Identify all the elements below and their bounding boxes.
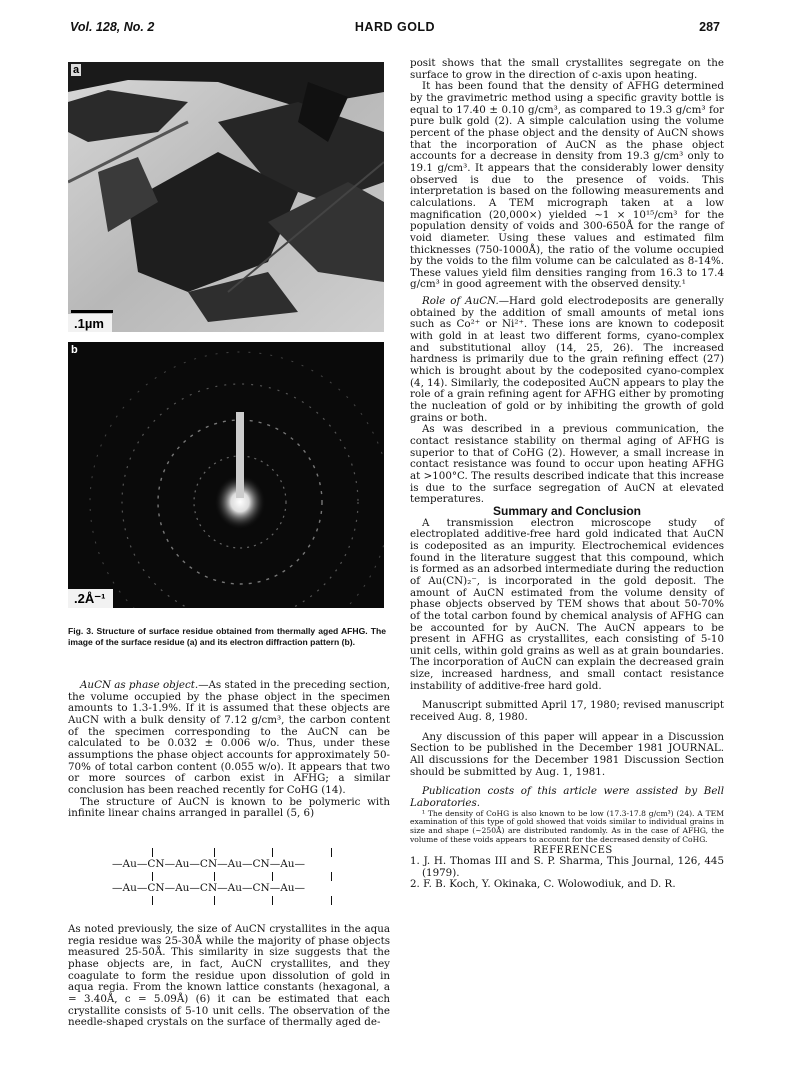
panel-label-b: b [71, 344, 78, 356]
figure-caption: Fig. 3. Structure of surface residue obtained from thermally aged AFHG. The image of the surface residue (a) and its electron diffraction pattern (b). [68, 626, 386, 647]
micrograph-image [68, 62, 384, 332]
paragraph-density: It has been found that the density of AFHG determined by the gravimetric method using a specific gravity bottle is equal to 17.40 ± 0.10 g/cm³, as compared to 19.3 g/cm³ for pure bulk gold (2). A simple calculation using the volume percent of the phase object and the density of AuCN shows that the incorporation of AuCN as the phase object accounts for a decrease in density from 19.3 g/cm³ only to 19.1 g/cm³. It appears that the considerably lower density observed is due to the presence of voids. This interpretation is based on the following measurements and calculations. A TEM micrograph taken at a low magnification (20,000×) yielded ~1 × 10¹⁵/cm³ for the population density of voids and 300-650Å for the range of void diameter. Using these values and estimated film thicknesses (750-1000Å), the ratio of the volume occupied by the voids to the film volume can be calculated as 8-14%. These values yield film densities ranging from 16.3 to 17.4 g/cm³ in good agreement with the observed density.¹ [410, 80, 724, 291]
running-header [70, 20, 720, 38]
scale-bar-label-b: .2Å⁻¹ [74, 591, 106, 606]
scale-bar-a [68, 314, 112, 332]
figure-panel-a [68, 62, 384, 332]
bond-tick [331, 872, 332, 881]
run-in-heading: Role of AuCN. [422, 295, 499, 308]
paragraph-discussion: Any discussion of this paper will appear in a Discussion Section to be published in the December 1981 JOURNAL. All discussions for the December 1981 Discussion Section should be submitted by Aug. 1, 1981. [410, 730, 724, 778]
paragraph-phase-object [68, 680, 390, 797]
paragraph-contact-resistance: As was described in a previous communication, the contact resistance stability on thermal aging of AFHG is superior to that of CoHG (2). However, a small increase in contact resistance was found to occur upon heating AFHG at >100°C. The results described indicate that this increase is due to the surface segregation of AuCN at elevated temperatures. [410, 423, 724, 506]
bond-tick [214, 848, 215, 857]
bond-tick [331, 896, 332, 905]
right-column [410, 58, 724, 891]
scale-bar-b [68, 589, 113, 608]
scale-bar-line [71, 310, 113, 313]
paragraph-summary: A transmission electron microscope study of electroplated additive-free hard gold indicated that AuCN is codeposited as an impurity. Electrochemical evidences found in the literature suggest that this compound, which is formed as an adsorbed intermediate during the reduction of Au(CN)₂⁻, is incorporated in the gold deposit. The amount of AuCN estimated from the volume density of phase objects observed by TEM shows that about 50-70% of the total carbon found by chemical analysis of AFHG can be accounted for by AuCN. The AuCN appears to be present in AFHG as crystallites, each consisting of 5-10 unit cells, within gold grains as well as at grain boundaries. The incorporation of AuCN can explain the decreased grain size, increased hardness, and small contact resistance instability of additive-free hard gold. [410, 516, 724, 692]
bond-tick [214, 896, 215, 905]
run-in-heading: AuCN as phase object. [80, 679, 199, 691]
section-heading: Summary and Conclusion [492, 503, 642, 518]
formula-row-1: —Au—CN—Au—CN—Au—CN—Au— [112, 858, 306, 870]
bond-tick [152, 848, 153, 857]
bond-tick [272, 872, 273, 881]
reference-item: 2. F. B. Koch, Y. Okinaka, C. Wolowodiuk, and D. R. [410, 878, 676, 891]
bond-tick [272, 896, 273, 905]
paragraph-role [410, 296, 724, 424]
paragraph-crystallites: As noted previously, the size of AuCN crystallites in the aqua regia residue was 25-30Å while the majority of phase objects measured 25-50Å. This similarity in size suggests that the phase objects are, in fact, AuCN crystallites, and they coagulate to form the residue upon dissolution of gold in aqua regia. From the known lattice constants (hexagonal, a = 3.40Å, c = 5.09Å) (6) it can be estimated that each crystallite consists of 5-10 unit cells. The observation of the needle-shaped crystals on the surface of thermally aged de- [68, 923, 390, 1029]
paragraph-continued: posit shows that the small crystallites segregate on the surface to grow in the direction of c-axis upon heating. [410, 57, 724, 81]
bond-tick [214, 872, 215, 881]
left-column [68, 680, 390, 820]
references-heading: REFERENCES [533, 844, 613, 856]
bond-tick [152, 872, 153, 881]
page-number: 287 [699, 20, 720, 34]
scale-bar-label-a: .1µm [74, 316, 104, 331]
paragraph-structure: The structure of AuCN is known to be polymeric with infinite linear chains arranged in parallel (5, 6) [68, 795, 390, 820]
bond-tick [152, 896, 153, 905]
formula-row-2: —Au—CN—Au—CN—Au—CN—Au— [112, 882, 306, 894]
left-column-continued [68, 924, 390, 1029]
bond-tick [331, 848, 332, 857]
figure-panel-b [68, 342, 384, 608]
running-title: HARD GOLD [354, 20, 436, 34]
reference-item: 1. J. H. Thomas III and S. P. Sharma, This Journal, 126, 445 (1979). [410, 855, 724, 879]
diffraction-pattern-image [68, 342, 384, 608]
paragraph-manuscript-dates: Manuscript submitted April 17, 1980; revised manuscript received Aug. 8, 1980. [410, 699, 724, 724]
journal-volume: Vol. 128, No. 2 [70, 20, 155, 34]
chain-structure-formula [112, 848, 352, 920]
paragraph-publication-costs [410, 786, 724, 809]
paragraph-text: —As stated in the preceding section, the volume occupied by the phase object in the specimen amounts to 1.3-1.9%. If it is assumed that these objects are AuCN with a bulk density of 7.12 g/cm³, the carbon content of the specimen corresponding to the AuCN can be calculated to be 0.032 ± 0.006 w/o. Thus, under these assumptions the phase object accounts for approximately 50-70% of total carbon content (0.055 w/o). It appears that two or more sources of carbon exist in AFHG; a similar conclusion has been reached recently for CoHG (14). [68, 679, 391, 796]
panel-label-a: a [73, 64, 80, 76]
bond-tick [272, 848, 273, 857]
publication-costs-text: Publication costs of this article were assisted by Bell Laboratories. [410, 785, 724, 810]
paragraph-text: —Hard gold electrodeposits are generally obtained by the addition of small amounts of metal ions such as Co²⁺ or Ni²⁺. These ions are known to codeposit with gold in at least two different forms, cyano-complex and substitutional alloy (14, 25, 26). The increased hardness is primarily due to the grain refining effect (27) which is brought about by the codeposited cyano-complex (4, 14). Similarly, the codeposited AuCN appears to play the role of a grain refining agent for AFHG either by promoting the nucleation of gold or by inhibiting the growth of gold grains or both. [410, 295, 724, 424]
footnote: ¹ The density of CoHG is also known to be low (17.3-17.8 g/cm³) (24). A TEM examination of this type of gold showed that voids similar to individual grains in size and shape (~250Å) are distributed randomly. As in the case of AFHG, the volume of these voids appears to account for the decreased density of CoHG. [410, 808, 724, 844]
